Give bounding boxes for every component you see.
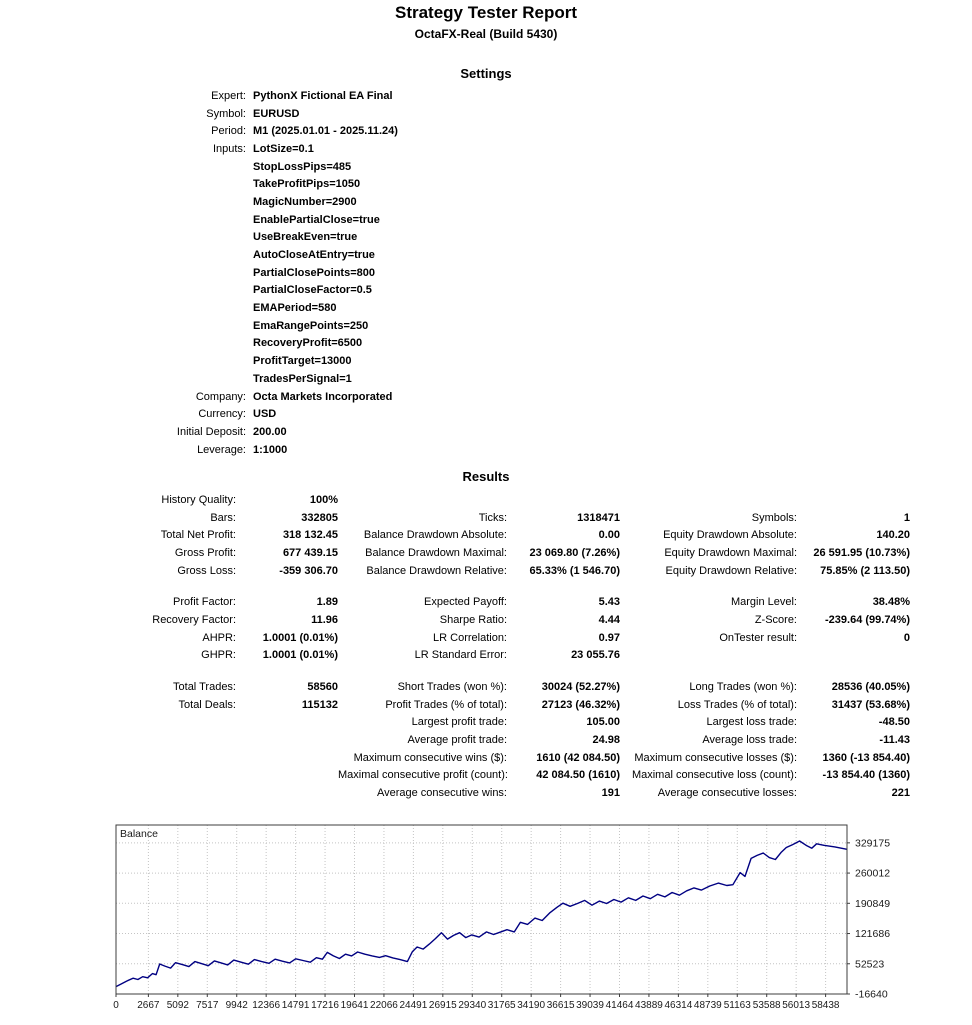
- x-tick-label: 26915: [428, 1000, 457, 1011]
- result-value: 4.44: [598, 613, 620, 626]
- setting-value: EnablePartialClose=true: [253, 213, 380, 226]
- setting-label: [0, 317, 253, 335]
- result-value: 58560: [307, 681, 338, 694]
- setting-label: [0, 264, 253, 282]
- settings-row: [0, 405, 972, 423]
- result-label: Balance Drawdown Maximal:: [365, 546, 507, 559]
- result-value: 191: [601, 787, 620, 800]
- results-row: [0, 544, 972, 562]
- result-value: 75.85% (2 113.50): [820, 564, 910, 577]
- result-label: OnTester result:: [719, 631, 797, 644]
- result-value: [515, 491, 620, 509]
- x-tick-label: 31765: [487, 1000, 516, 1011]
- x-tick-label: 19641: [340, 1000, 369, 1011]
- result-value: 28536 (40.05%): [831, 681, 910, 694]
- settings-row: [0, 105, 972, 123]
- setting-value: StopLossPips=485: [253, 160, 352, 173]
- spacer-cell: [0, 579, 972, 593]
- result-label: LR Correlation:: [433, 631, 507, 644]
- settings-row: [0, 246, 972, 264]
- settings-row: [0, 317, 972, 335]
- results-row: [0, 731, 972, 749]
- spacer-cell: [613, 193, 972, 211]
- x-tick-label: 5092: [166, 1000, 189, 1011]
- result-label: Equity Drawdown Absolute:: [663, 529, 797, 542]
- results-row: [0, 629, 972, 647]
- x-tick-label: 22066: [370, 1000, 398, 1011]
- spacer-cell: [613, 229, 972, 247]
- result-label: LR Standard Error:: [414, 649, 507, 662]
- x-tick-label: 56013: [782, 1000, 811, 1011]
- settings-row: [0, 388, 972, 406]
- results-row: [0, 714, 972, 732]
- result-label: Average profit trade:: [407, 734, 507, 747]
- result-label: Short Trades (won %):: [397, 681, 507, 694]
- result-label: Long Trades (won %):: [689, 681, 797, 694]
- result-value: [244, 767, 338, 785]
- results-row: [0, 526, 972, 544]
- setting-value: EURUSD: [253, 107, 300, 120]
- spacer-cell: [910, 647, 972, 665]
- result-label: [0, 767, 244, 785]
- result-value: 1.0001 (0.01%): [262, 631, 338, 644]
- setting-value: EMAPeriod=580: [253, 302, 337, 315]
- balance-chart: [112, 820, 972, 1022]
- setting-value: TakeProfitPips=1050: [253, 178, 361, 191]
- spacer-cell: [910, 562, 972, 580]
- result-label: Recovery Factor:: [152, 613, 236, 626]
- results-row: [0, 767, 972, 785]
- spacer-cell: [910, 491, 972, 509]
- results-row: [0, 647, 972, 665]
- result-value: [244, 784, 338, 802]
- x-tick-label: 12366: [252, 1000, 281, 1011]
- result-label: Total Trades:: [173, 681, 236, 694]
- spacer-cell: [613, 246, 972, 264]
- result-value: -13 854.40 (1360): [822, 769, 910, 782]
- x-tick-label: 14791: [281, 1000, 310, 1011]
- results-row: [0, 509, 972, 527]
- block-spacer: [0, 664, 972, 678]
- spacer-cell: [613, 140, 972, 158]
- settings-row: [0, 140, 972, 158]
- setting-label: [0, 211, 253, 229]
- block-spacer: [0, 579, 972, 593]
- result-label: [0, 749, 244, 767]
- setting-label: Currency:: [198, 408, 246, 421]
- result-label: [338, 491, 515, 509]
- spacer-cell: [613, 370, 972, 388]
- settings-row: [0, 264, 972, 282]
- settings-row: [0, 211, 972, 229]
- setting-value: PythonX Fictional EA Final: [253, 89, 393, 102]
- result-value: 24.98: [592, 734, 620, 747]
- y-tick-label: 329175: [855, 837, 891, 850]
- y-tick-label: 260012: [855, 867, 891, 880]
- result-value: [805, 491, 910, 509]
- x-tick-label: 53588: [752, 1000, 781, 1011]
- setting-label: [0, 370, 253, 388]
- result-value: 23 069.80 (7.26%): [529, 546, 620, 559]
- setting-value: USD: [253, 408, 277, 421]
- result-value: -359 306.70: [279, 564, 338, 577]
- spacer-cell: [613, 405, 972, 423]
- report-title: Strategy Tester Report: [394, 3, 577, 22]
- spacer-cell: [613, 105, 972, 123]
- result-label: Equity Drawdown Relative:: [665, 564, 797, 577]
- spacer-cell: [910, 526, 972, 544]
- result-value: 0.00: [598, 529, 620, 542]
- settings-table: [0, 87, 972, 458]
- result-label: Gross Profit:: [174, 546, 236, 559]
- result-value: 11.96: [311, 613, 338, 626]
- x-tick-label: 7517: [196, 1000, 219, 1011]
- results-row: [0, 749, 972, 767]
- spacer-cell: [613, 299, 972, 317]
- spacer-cell: [910, 611, 972, 629]
- result-label: Z-Score:: [754, 613, 797, 626]
- settings-row: [0, 229, 972, 247]
- y-tick-label: 52523: [855, 958, 885, 971]
- result-value: 1318471: [577, 511, 620, 524]
- setting-label: Inputs:: [212, 142, 246, 155]
- spacer-cell: [910, 714, 972, 732]
- result-value: 677 439.15: [282, 546, 338, 559]
- setting-value: LotSize=0.1: [253, 142, 314, 155]
- result-value: -239.64 (99.74%): [825, 613, 910, 626]
- balance-chart-svg: [112, 820, 972, 1022]
- setting-value: M1 (2025.01.01 - 2025.11.24): [253, 125, 398, 138]
- result-value: [244, 714, 338, 732]
- setting-value: 200.00: [253, 425, 287, 438]
- setting-value: 1:1000: [253, 443, 288, 456]
- setting-label: [0, 193, 253, 211]
- results-heading: Results: [462, 469, 510, 484]
- settings-row: [0, 335, 972, 353]
- result-value: [244, 731, 338, 749]
- spacer-cell: [910, 749, 972, 767]
- x-tick-label: 17216: [311, 1000, 339, 1011]
- y-tick-label: -16640: [855, 988, 888, 1001]
- spacer-cell: [613, 211, 972, 229]
- results-row: [0, 696, 972, 714]
- result-label: Maximum consecutive losses ($):: [634, 751, 797, 764]
- x-tick-label: 29340: [458, 1000, 487, 1011]
- results-table: [0, 491, 972, 802]
- settings-row: [0, 370, 972, 388]
- setting-label: [0, 352, 253, 370]
- results-row: [0, 784, 972, 802]
- spacer-cell: [613, 282, 972, 300]
- result-value: 318 132.45: [282, 529, 338, 542]
- spacer-cell: [613, 122, 972, 140]
- setting-label: Company:: [195, 390, 246, 403]
- result-value: 1.0001 (0.01%): [262, 649, 338, 662]
- result-value: 1: [903, 511, 910, 524]
- results-row: [0, 562, 972, 580]
- result-label: Average loss trade:: [702, 734, 797, 747]
- result-label: History Quality:: [161, 493, 236, 506]
- result-value: 42 084.50 (1610): [536, 769, 620, 782]
- setting-label: [0, 229, 253, 247]
- spacer-cell: [910, 629, 972, 647]
- spacer-cell: [613, 388, 972, 406]
- setting-label: [0, 282, 253, 300]
- result-label: [620, 491, 805, 509]
- spacer-cell: [613, 423, 972, 441]
- result-value: 0: [903, 631, 910, 644]
- result-label: Total Deals:: [178, 698, 236, 711]
- result-label: Margin Level:: [730, 596, 797, 609]
- result-label: Profit Factor:: [173, 596, 236, 609]
- spacer-cell: [613, 175, 972, 193]
- x-tick-label: 34190: [517, 1000, 546, 1011]
- y-tick-label: 190849: [855, 897, 891, 910]
- settings-row: [0, 193, 972, 211]
- settings-row: [0, 423, 972, 441]
- settings-row: [0, 158, 972, 176]
- setting-label: [0, 158, 253, 176]
- result-label: Bars:: [210, 511, 236, 524]
- setting-value: Octa Markets Incorporated: [253, 390, 393, 403]
- result-label: Largest profit trade:: [411, 716, 507, 729]
- spacer-cell: [910, 678, 972, 696]
- result-label: Equity Drawdown Maximal:: [664, 546, 797, 559]
- x-tick-label: 24491: [399, 1000, 428, 1011]
- result-value: -11.43: [879, 734, 910, 747]
- spacer-cell: [613, 335, 972, 353]
- spacer-cell: [910, 731, 972, 749]
- setting-label: Symbol:: [206, 107, 246, 120]
- settings-heading: Settings: [460, 66, 512, 81]
- result-label: Average consecutive wins:: [376, 787, 507, 800]
- setting-value: PartialCloseFactor=0.5: [253, 284, 372, 297]
- result-label: GHPR:: [201, 649, 236, 662]
- result-label: Sharpe Ratio:: [439, 613, 507, 626]
- setting-label: [0, 175, 253, 193]
- x-tick-label: 9942: [225, 1000, 248, 1011]
- y-tick-label: 121686: [855, 928, 891, 941]
- result-value: 115132: [301, 698, 338, 711]
- setting-value: PartialClosePoints=800: [253, 266, 375, 279]
- broker-build-subtitle: OctaFX-Real (Build 5430): [414, 27, 558, 41]
- result-value: 1610 (42 084.50): [536, 751, 620, 764]
- result-value: 5.43: [598, 596, 620, 609]
- result-label: Maximal consecutive profit (count):: [338, 769, 508, 782]
- result-label: Gross Loss:: [177, 564, 236, 577]
- setting-value: ProfitTarget=13000: [253, 355, 352, 368]
- result-label: Largest loss trade:: [706, 716, 797, 729]
- x-tick-label: 58438: [811, 1000, 840, 1011]
- result-value: 26 591.95 (10.73%): [813, 546, 910, 559]
- result-value: 65.33% (1 546.70): [529, 564, 620, 577]
- result-value: 30024 (52.27%): [541, 681, 620, 694]
- results-row: [0, 678, 972, 696]
- spacer-cell: [910, 784, 972, 802]
- result-value: 23 055.76: [571, 649, 620, 662]
- result-value: -48.50: [878, 716, 910, 729]
- result-label: [0, 714, 244, 732]
- settings-row: [0, 122, 972, 140]
- settings-row: [0, 175, 972, 193]
- results-row: [0, 611, 972, 629]
- result-label: Average consecutive losses:: [657, 787, 797, 800]
- result-label: Ticks:: [478, 511, 507, 524]
- setting-value: TradesPerSignal=1: [253, 372, 352, 385]
- setting-label: [0, 299, 253, 317]
- balance-line: [116, 841, 847, 987]
- setting-label: Period:: [211, 125, 246, 138]
- x-tick-label: 48739: [693, 1000, 722, 1011]
- settings-row: [0, 352, 972, 370]
- result-label: AHPR:: [202, 631, 236, 644]
- spacer-cell: [613, 352, 972, 370]
- result-value: 27123 (46.32%): [541, 698, 620, 711]
- setting-value: MagicNumber=2900: [253, 195, 357, 208]
- settings-row: [0, 299, 972, 317]
- result-value: 140.20: [876, 529, 910, 542]
- spacer-cell: [910, 509, 972, 527]
- spacer-cell: [613, 317, 972, 335]
- x-tick-label: 39039: [576, 1000, 604, 1011]
- result-value: 31437 (53.68%): [831, 698, 910, 711]
- result-value: 100%: [309, 493, 338, 506]
- spacer-cell: [910, 593, 972, 611]
- spacer-cell: [0, 664, 972, 678]
- spacer-cell: [613, 264, 972, 282]
- spacer-cell: [910, 544, 972, 562]
- result-label: [0, 784, 244, 802]
- setting-value: EmaRangePoints=250: [253, 319, 369, 332]
- result-label: Maximum consecutive wins ($):: [353, 751, 507, 764]
- result-value: 38.48%: [872, 596, 910, 609]
- spacer-cell: [613, 158, 972, 176]
- result-value: [805, 647, 910, 665]
- result-value: 332805: [301, 511, 338, 524]
- results-row: [0, 491, 972, 509]
- settings-row: [0, 87, 972, 105]
- result-label: [0, 731, 244, 749]
- result-label: Expected Payoff:: [424, 596, 507, 609]
- x-tick-label: 0: [113, 1000, 119, 1011]
- result-label: [620, 647, 805, 665]
- x-tick-label: 36615: [546, 1000, 575, 1011]
- spacer-cell: [910, 696, 972, 714]
- result-value: 105.00: [586, 716, 620, 729]
- result-label: Profit Trades (% of total):: [385, 698, 507, 711]
- result-label: Balance Drawdown Absolute:: [363, 529, 507, 542]
- setting-value: RecoveryProfit=6500: [253, 337, 363, 350]
- results-row: [0, 593, 972, 611]
- setting-label: Expert:: [211, 89, 246, 102]
- setting-label: [0, 246, 253, 264]
- spacer-cell: [613, 87, 972, 105]
- series-label-balance: Balance: [120, 828, 158, 840]
- result-value: 1.89: [316, 596, 338, 609]
- setting-label: Leverage:: [197, 443, 246, 456]
- spacer-cell: [910, 767, 972, 785]
- x-tick-label: 41464: [605, 1000, 634, 1011]
- result-value: 221: [891, 787, 910, 800]
- result-label: Symbols:: [751, 511, 797, 524]
- setting-value: UseBreakEven=true: [253, 231, 358, 244]
- x-tick-label: 43889: [635, 1000, 663, 1011]
- result-label: Balance Drawdown Relative:: [366, 564, 507, 577]
- result-label: Total Net Profit:: [160, 529, 236, 542]
- settings-row: [0, 441, 972, 459]
- x-tick-label: 46314: [664, 1000, 693, 1011]
- result-value: 0.97: [598, 631, 620, 644]
- result-label: Loss Trades (% of total):: [677, 698, 797, 711]
- setting-value: AutoCloseAtEntry=true: [253, 249, 375, 262]
- setting-label: Initial Deposit:: [176, 425, 246, 438]
- result-value: 1360 (-13 854.40): [822, 751, 910, 764]
- x-tick-label: 51163: [723, 1000, 751, 1011]
- result-label: Maximal consecutive loss (count):: [631, 769, 797, 782]
- setting-label: [0, 335, 253, 353]
- x-tick-label: 2667: [137, 1000, 160, 1011]
- settings-row: [0, 282, 972, 300]
- result-value: [244, 749, 338, 767]
- spacer-cell: [613, 441, 972, 459]
